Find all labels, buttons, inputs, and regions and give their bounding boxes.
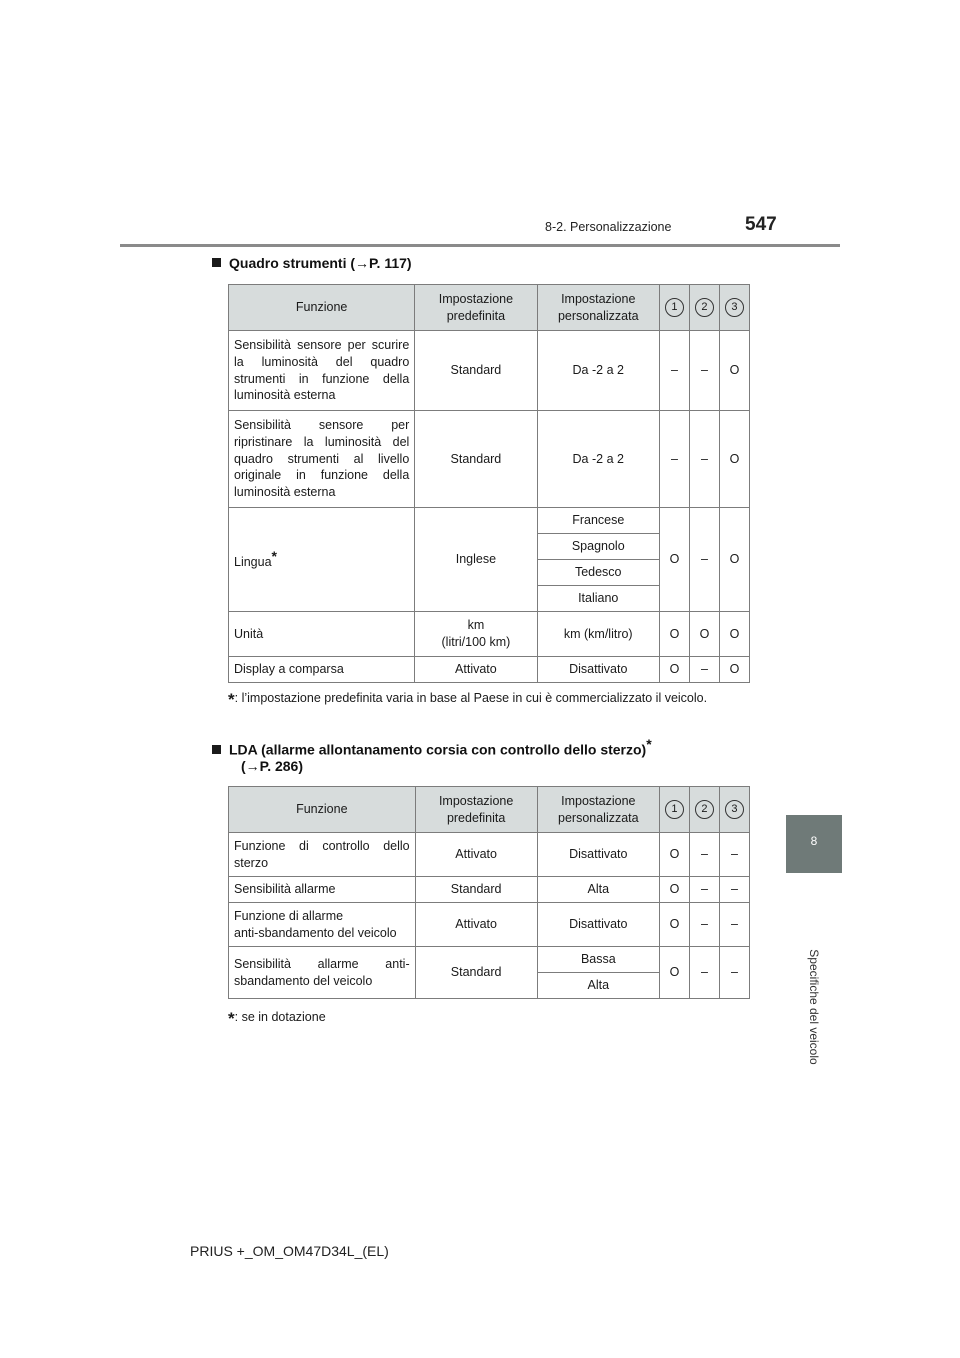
cell-default: Attivato [415, 657, 537, 683]
cell-method-2: – [689, 877, 719, 903]
cell-method-1: O [659, 612, 689, 657]
cell-method-1: O [659, 877, 689, 903]
cell-method-1: O [659, 833, 689, 877]
section-title-text: Quadro strumenti (→P. 117) [229, 255, 412, 271]
cell-method-1: – [659, 411, 689, 508]
cell-function: Sensibilità sensore per scurire la luminosità del quadro strumenti in funzione della luminosità esterna [229, 331, 415, 411]
cell-method-1: – [659, 331, 689, 411]
cell-custom: Disattivato [537, 903, 659, 947]
cell-default [415, 612, 537, 657]
circled-1-icon: 1 [665, 298, 684, 317]
cell-method-2: – [689, 508, 719, 612]
cell-function: Funzione di controllo dello sterzo [229, 833, 416, 877]
col-header-method-3 [719, 285, 749, 331]
settings-table-instrument-panel [228, 284, 750, 683]
col-header-custom: Impostazione personalizzata [537, 285, 659, 331]
cell-custom: Alta [537, 877, 659, 903]
cell-function [229, 508, 415, 612]
col-header-function: Funzione [229, 787, 416, 833]
col-header-default: Impostazione predefinita [415, 787, 537, 833]
page-number: 547 [745, 214, 777, 235]
footnote-star: * [646, 736, 652, 752]
table-row [229, 657, 750, 683]
cell-function: Sensibilità allarme [229, 877, 416, 903]
table-row [229, 411, 750, 508]
circled-1-icon: 1 [665, 800, 684, 819]
cell-default: Standard [415, 877, 537, 903]
settings-table-lda [228, 786, 750, 999]
cell-method-1: O [659, 508, 689, 612]
chapter-side-label: Specifiche del veicolo [807, 949, 821, 1065]
header-divider [120, 244, 840, 247]
cell-default: Attivato [415, 903, 537, 947]
col-header-method-3 [719, 787, 749, 833]
footnote-star: * [271, 548, 277, 565]
cell-method-3: – [719, 877, 749, 903]
section-title-lda [212, 736, 652, 758]
section-title-instrument-panel [212, 255, 412, 271]
cell-method-3: – [719, 947, 749, 999]
col-header-custom: Impostazione personalizzata [537, 787, 659, 833]
cell-custom: Da -2 a 2 [537, 331, 659, 411]
table-row [229, 508, 750, 534]
cell-default: Standard [415, 411, 537, 508]
col-header-method-2 [689, 285, 719, 331]
table-header-row [229, 787, 750, 833]
cell-custom-option: Francese [537, 508, 659, 534]
cell-custom-option: Italiano [537, 586, 659, 612]
cell-default: Standard [415, 947, 537, 999]
table-row [229, 331, 750, 411]
footnote-if-equipped [228, 1006, 746, 1032]
col-header-method-2 [689, 787, 719, 833]
square-bullet-icon [212, 258, 221, 267]
cell-method-3: O [719, 411, 749, 508]
square-bullet-icon [212, 745, 221, 754]
cell-custom-option: Bassa [537, 947, 659, 973]
cell-method-2: – [689, 903, 719, 947]
section-title-text: LDA (allarme allontanamento corsia con controllo dello sterzo) [229, 741, 647, 758]
cell-custom: km (km/litro) [537, 612, 659, 657]
footnote-default-varies [228, 687, 746, 713]
cell-custom: Disattivato [537, 833, 659, 877]
cell-custom: Da -2 a 2 [537, 411, 659, 508]
table-row [229, 877, 750, 903]
cell-function-line1: Funzione di allarme [234, 908, 344, 923]
chapter-tab: 8 [786, 815, 842, 873]
cell-method-1: O [659, 903, 689, 947]
footnote-star: * [228, 1009, 235, 1028]
cell-method-2: – [689, 833, 719, 877]
cell-method-3: O [719, 657, 749, 683]
circled-2-icon: 2 [695, 298, 714, 317]
cell-method-3: O [719, 508, 749, 612]
cell-method-2: – [689, 411, 719, 508]
cell-default: Attivato [415, 833, 537, 877]
cell-function: Display a comparsa [229, 657, 415, 683]
cell-custom: Disattivato [537, 657, 659, 683]
footnote-text: : se in dotazione [234, 1010, 326, 1024]
cell-function: Sensibilità sensore per ripristinare la luminosità del quadro strumenti al livello originale in funzione della luminosità esterna [229, 411, 415, 508]
circled-2-icon: 2 [695, 800, 714, 819]
cell-custom-option: Spagnolo [537, 534, 659, 560]
cell-function [229, 903, 416, 947]
footnote-text: : l’impostazione predefinita varia in base al Paese in cui è commercializzato il veicolo. [234, 691, 708, 705]
cell-default-line2: (litri/100 km) [441, 635, 511, 649]
table-header-row [229, 285, 750, 331]
cell-method-3: – [719, 833, 749, 877]
cell-method-1: O [659, 947, 689, 999]
col-header-function: Funzione [229, 285, 415, 331]
cell-method-3: O [719, 331, 749, 411]
col-header-method-1 [659, 787, 689, 833]
cell-custom-option: Alta [537, 973, 659, 999]
cell-method-3: – [719, 903, 749, 947]
cell-method-2: – [689, 947, 719, 999]
cell-function: Unità [229, 612, 415, 657]
footnote-star: * [228, 690, 235, 709]
cell-default: Inglese [415, 508, 537, 612]
cell-method-2: – [689, 657, 719, 683]
cell-method-2: – [689, 331, 719, 411]
cell-function: Sensibilità allarme anti-sbandamento del veicolo [229, 947, 416, 999]
table-row [229, 833, 750, 877]
table-row [229, 612, 750, 657]
cell-custom-option: Tedesco [537, 560, 659, 586]
table-row [229, 903, 750, 947]
col-header-method-1 [659, 285, 689, 331]
circled-3-icon: 3 [725, 800, 744, 819]
circled-3-icon: 3 [725, 298, 744, 317]
header-section-title: 8-2. Personalizzazione [545, 220, 672, 234]
col-header-default: Impostazione predefinita [415, 285, 537, 331]
section-title-page-ref: (→P. 286) [241, 758, 303, 774]
cell-method-3: O [719, 612, 749, 657]
cell-function-line2: anti-sbandamento del veicolo [234, 925, 397, 940]
cell-function-text: Lingua [234, 555, 272, 570]
document-code: PRIUS +_OM_OM47D34L_(EL) [190, 1243, 389, 1259]
cell-method-2: O [689, 612, 719, 657]
cell-default: Standard [415, 331, 537, 411]
cell-default-line1: km [467, 618, 485, 633]
table-row [229, 947, 750, 973]
cell-method-1: O [659, 657, 689, 683]
